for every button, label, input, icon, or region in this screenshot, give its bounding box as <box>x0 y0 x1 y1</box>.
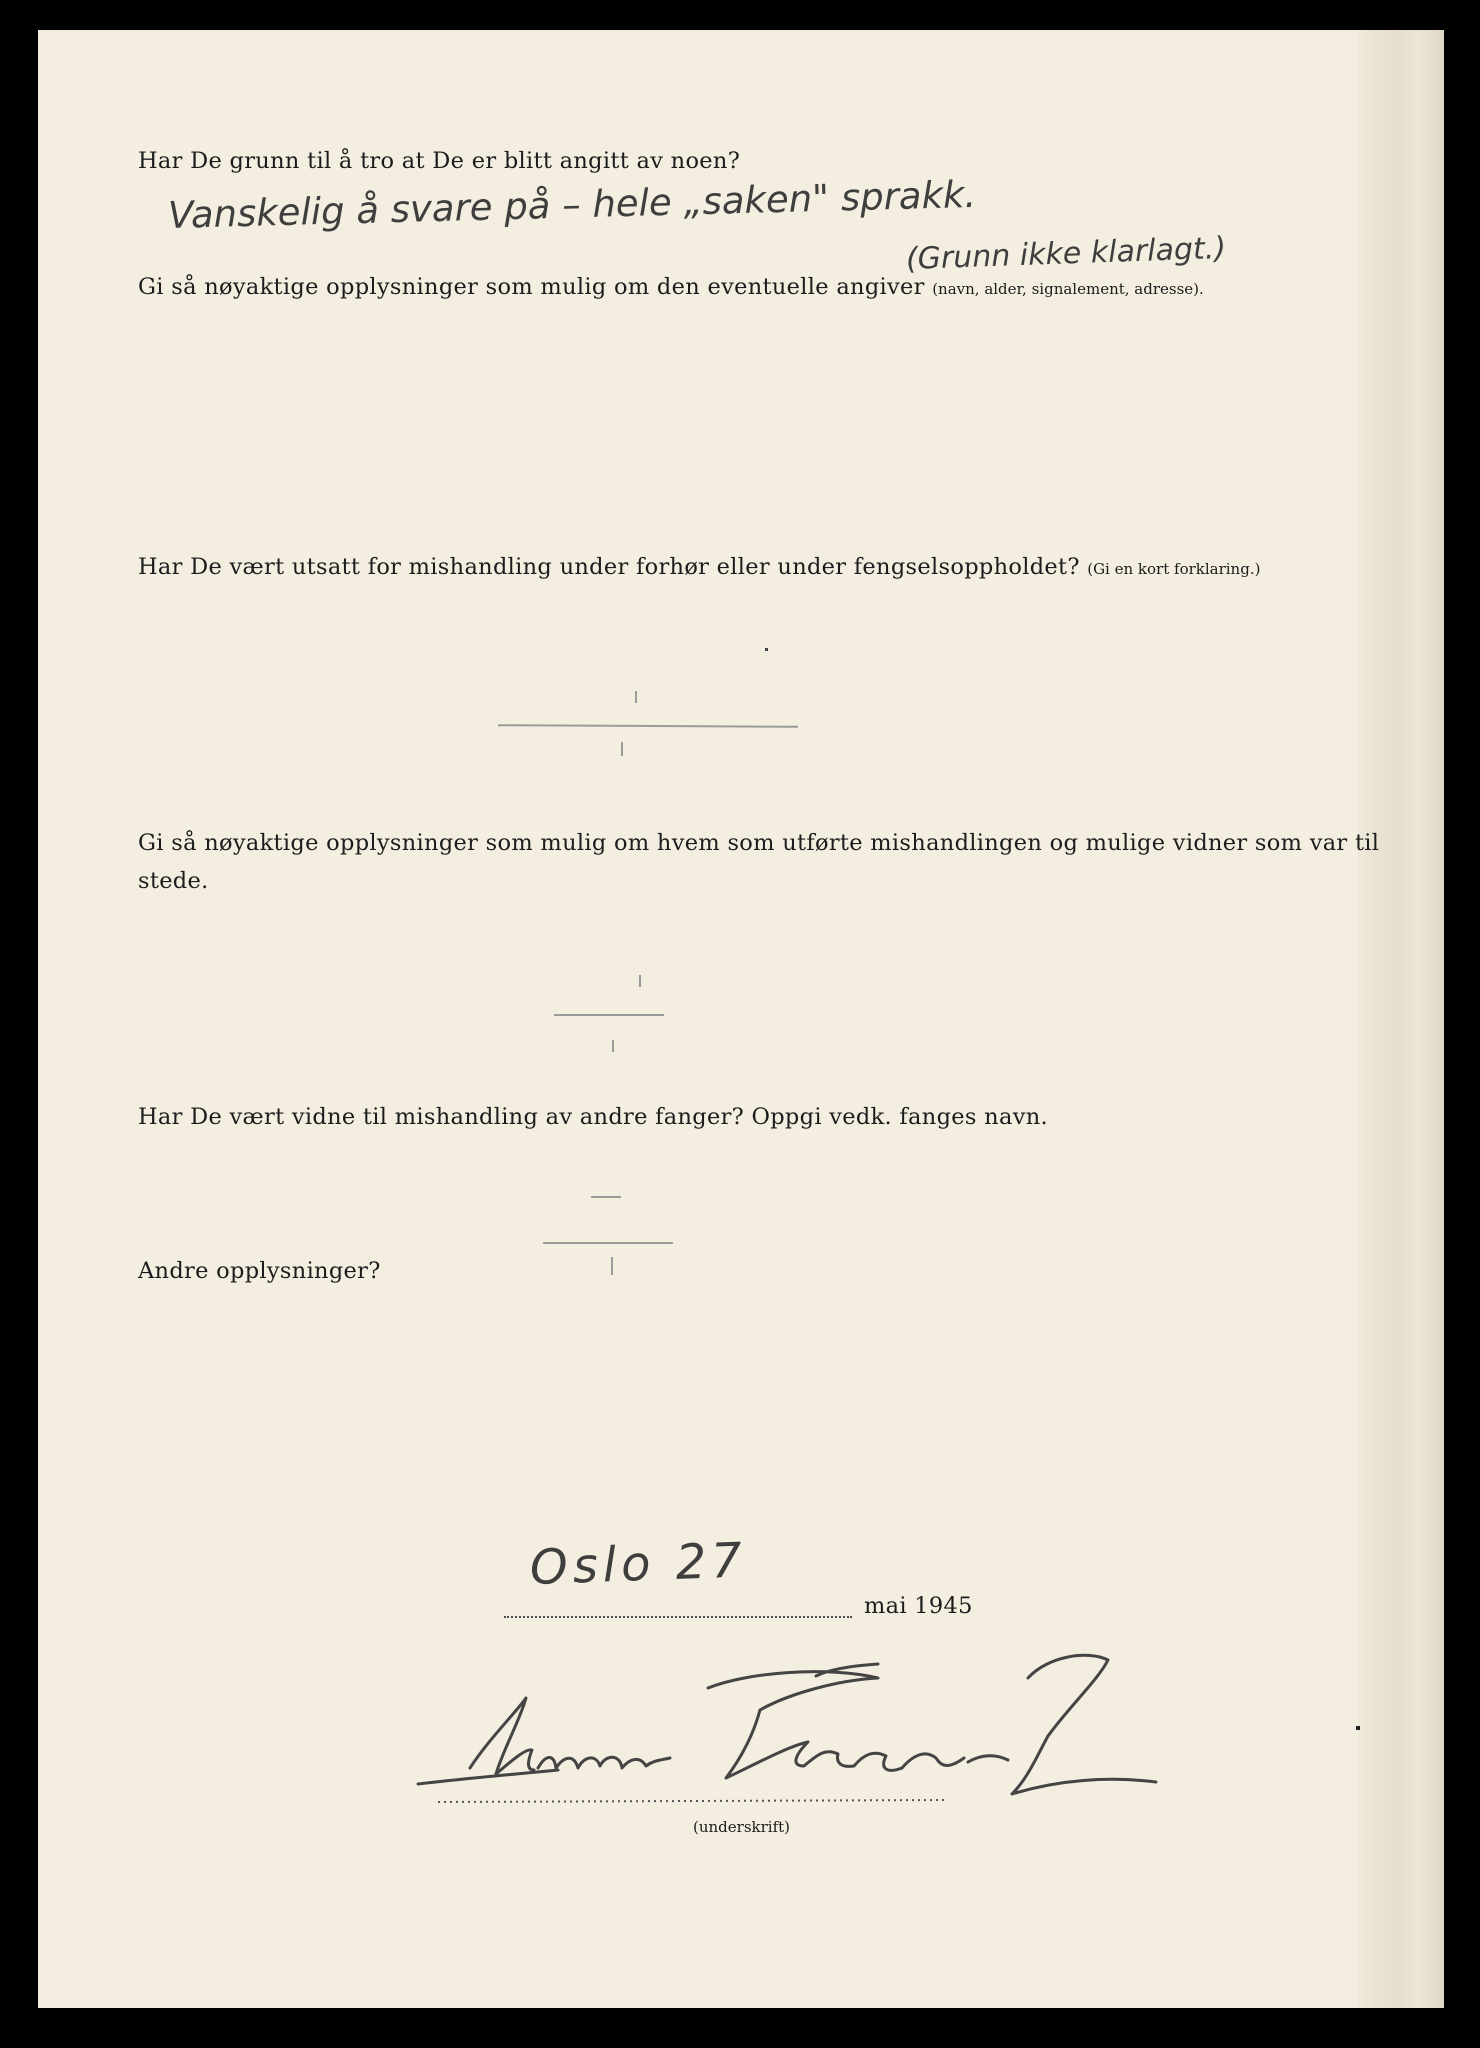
question-angiver-text: Gi så nøyaktige opplysninger som mulig om den eventuelle angiver <box>138 274 925 300</box>
handwritten-answer-line2: (Grunn ikke klarlagt.) <box>905 230 1227 277</box>
handwritten-answer-line1: Vanskelig å svare på – hele „saken" sprakk. <box>167 172 977 237</box>
ink-dot <box>1356 1726 1360 1730</box>
pencil-stroke <box>498 724 798 728</box>
pencil-stroke <box>591 1196 621 1198</box>
pencil-tick <box>635 691 637 703</box>
question-utforte-mishandling: Gi så nøyaktige opplysninger som mulig om hvem som utførte mishandlingen og mulige vidner som var til stede. <box>138 830 1380 894</box>
signature-label: (underskrift) <box>693 1818 791 1836</box>
pencil-tick <box>639 975 641 987</box>
question-angiver-note: (navn, alder, signalement, adresse). <box>932 280 1204 298</box>
handwritten-place-date: Oslo 27 <box>529 1532 748 1596</box>
handwritten-signature <box>408 1650 1228 1830</box>
question-mishandling-text: Har De vært utsatt for mishandling under forhør eller under fengselsoppholdet? <box>138 554 1080 580</box>
page-fold-shadow <box>1358 30 1444 2008</box>
pencil-tick <box>612 1040 614 1052</box>
document-page <box>38 30 1444 2008</box>
pencil-stroke <box>554 1014 664 1016</box>
question-andre: Andre opplysninger? <box>138 1258 381 1284</box>
date-dotted-line <box>504 1616 852 1618</box>
question-angitt: Har De grunn til å tro at De er blitt angitt av noen? <box>138 148 741 174</box>
question-mishandling <box>138 554 1260 580</box>
pencil-stroke <box>543 1242 673 1244</box>
pencil-tick <box>621 742 623 756</box>
date-month-year: mai 1945 <box>864 1593 973 1619</box>
question-mishandling-note: (Gi en kort forklaring.) <box>1087 560 1261 578</box>
question-angiver <box>138 274 1204 300</box>
pencil-tick <box>611 1257 613 1275</box>
pencil-dot <box>765 648 768 651</box>
question-vidne: Har De vært vidne til mishandling av andre fanger? Oppgi vedk. fanges navn. <box>138 1104 1048 1130</box>
